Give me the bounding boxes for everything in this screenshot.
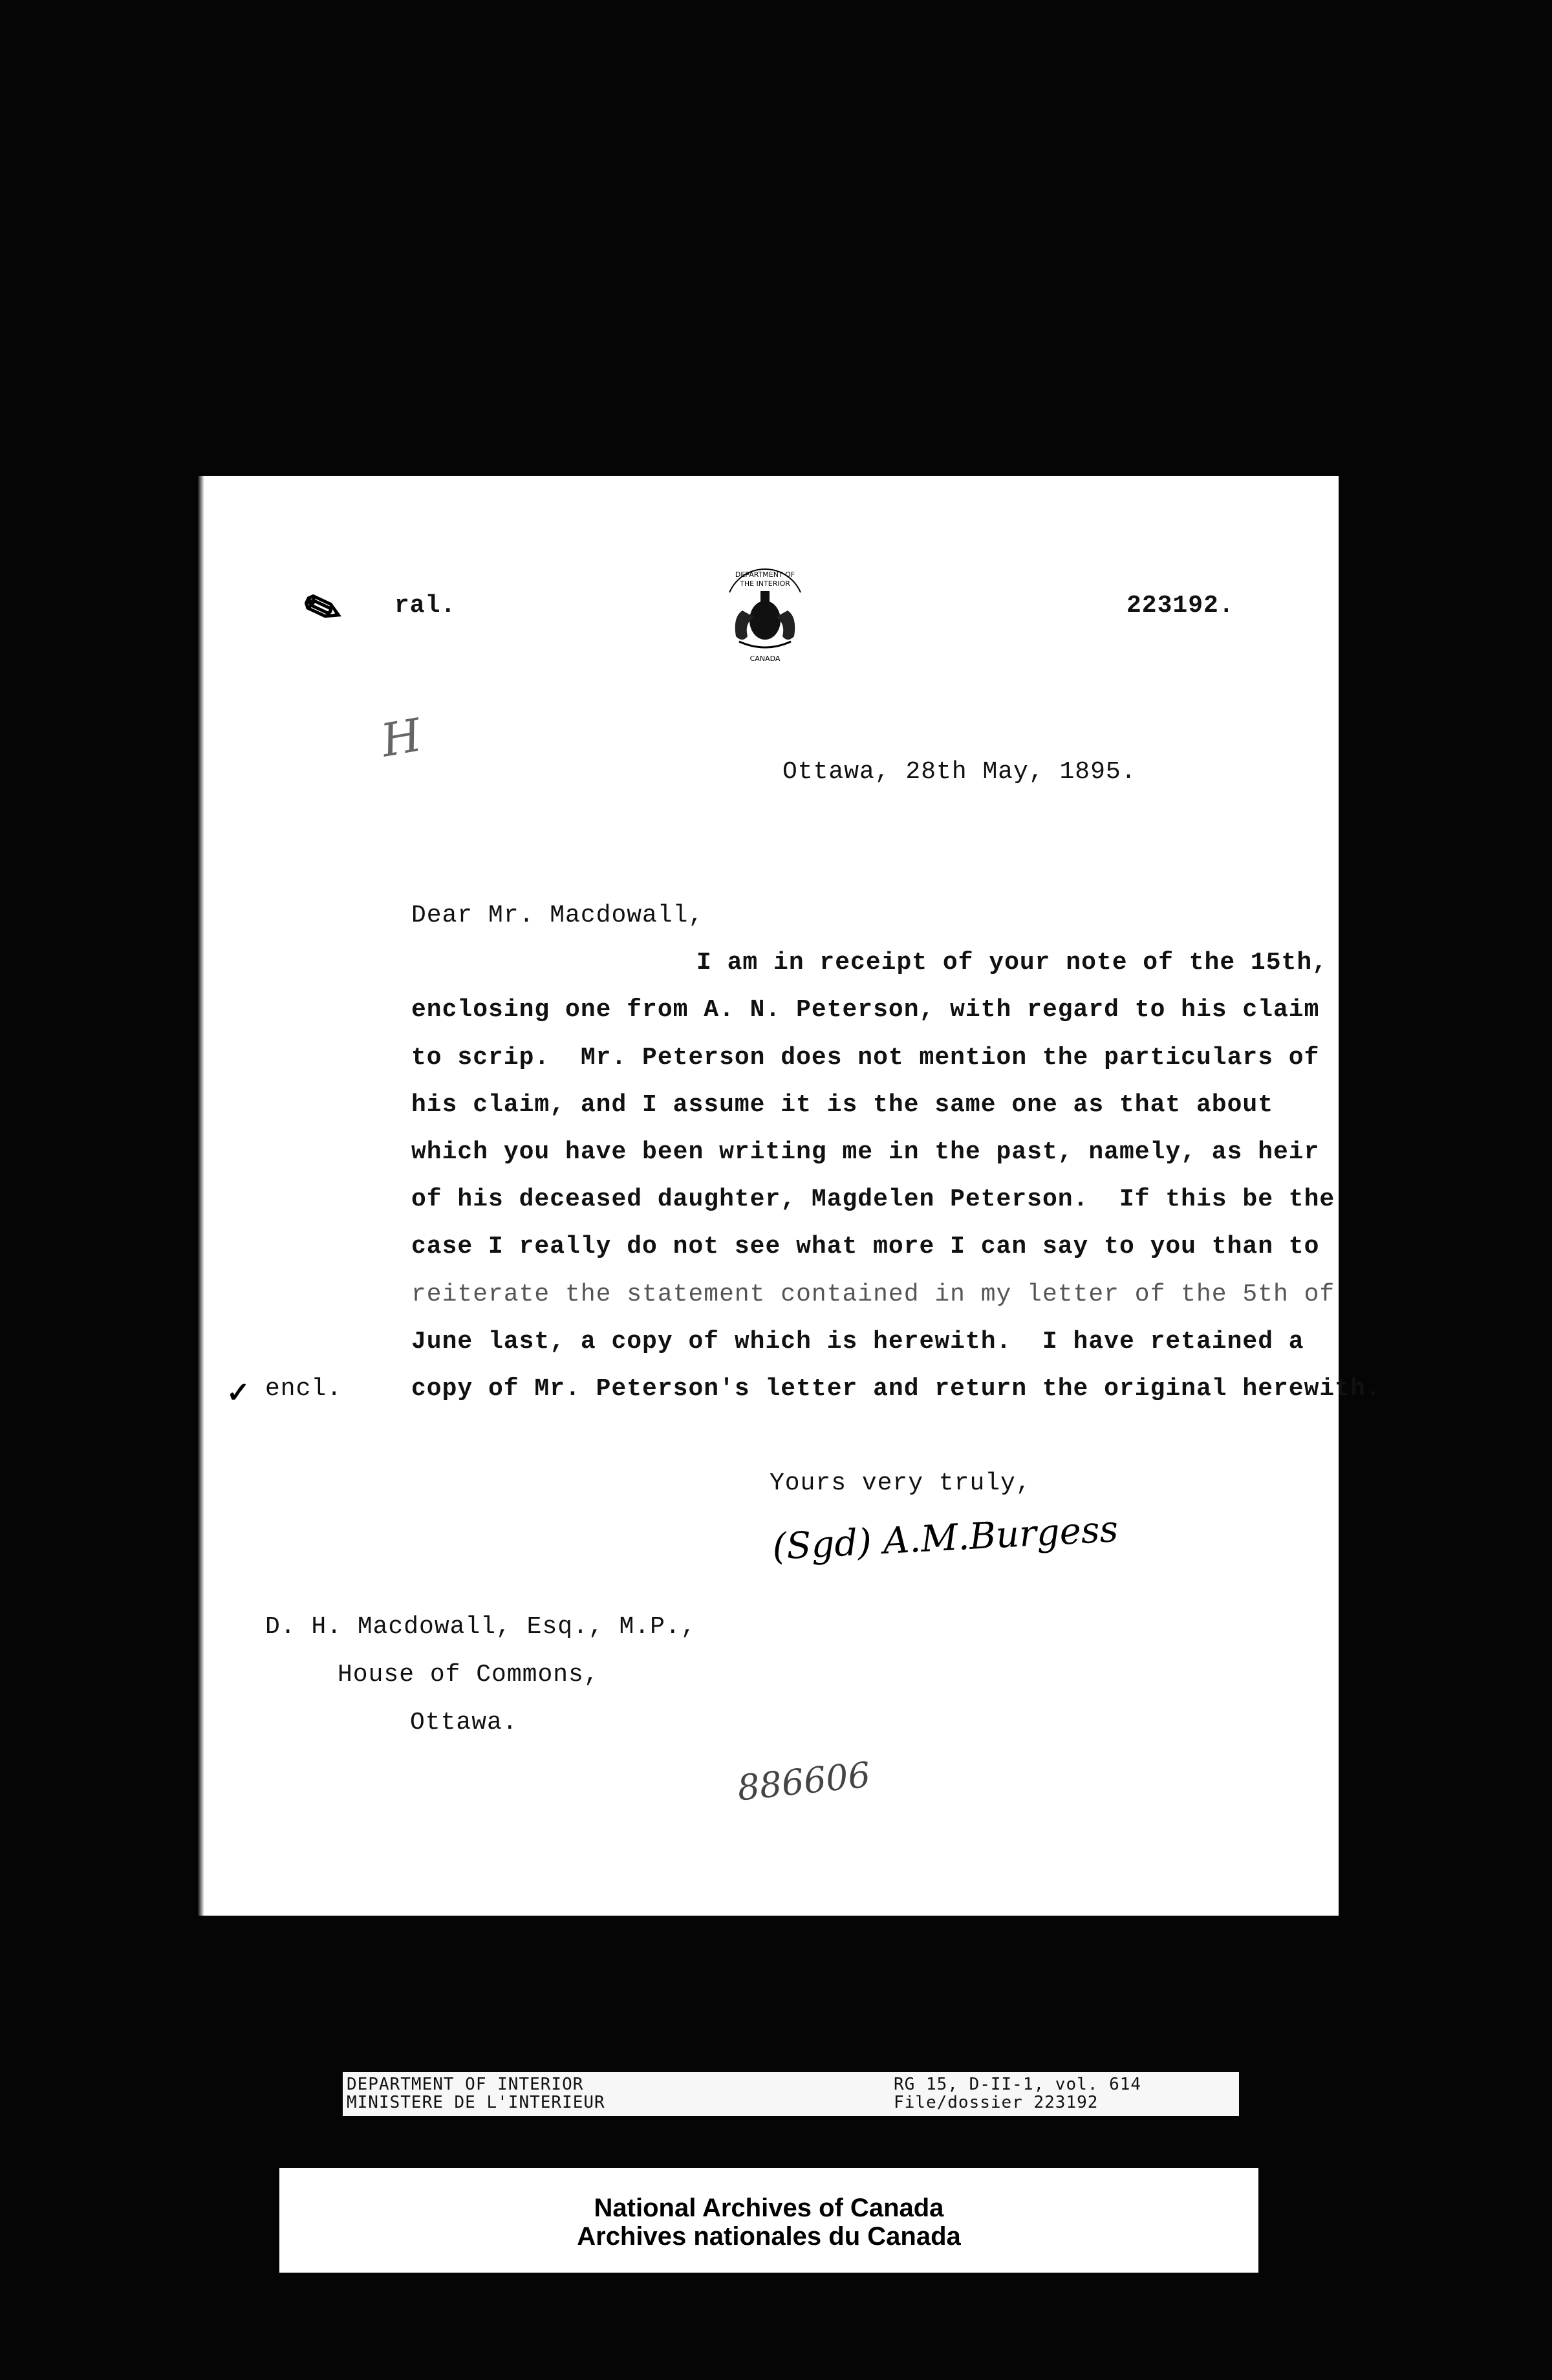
body-line-6: of his deceased daughter, Magdelen Peterson. If this be the	[411, 1185, 1335, 1213]
handwritten-initial: H	[377, 708, 426, 768]
addressee-line-1: D. H. Macdowall, Esq., M.P.,	[265, 1613, 696, 1641]
archives-banner	[279, 2168, 1258, 2273]
department-fr: MINISTERE DE L'INTERIEUR	[347, 2093, 605, 2112]
salutation: Dear Mr. Macdowall,	[411, 902, 704, 929]
signature: (Sgd) A.M.Burgess	[771, 1508, 1119, 1568]
file-dossier: File/dossier 223192	[894, 2093, 1099, 2112]
body-line-8: reiterate the statement contained in my letter of the 5th of	[411, 1281, 1335, 1308]
archives-name-en: National Archives of Canada	[594, 2194, 944, 2222]
archives-name-fr: Archives nationales du Canada	[577, 2222, 961, 2251]
body-line-10: copy of Mr. Peterson's letter and return the original herewith.	[411, 1375, 1381, 1403]
file-prefix: ral.	[394, 592, 457, 620]
stamp-reference: 886606	[735, 1754, 872, 1809]
archive-reference-label	[343, 2072, 1239, 2116]
enclosure-note: encl.	[265, 1375, 343, 1403]
svg-text:DEPARTMENT OF: DEPARTMENT OF	[735, 570, 795, 579]
check-mark-icon: ✓	[226, 1376, 250, 1409]
addressee-line-3: Ottawa.	[410, 1709, 518, 1736]
svg-text:CANADA: CANADA	[749, 654, 781, 663]
file-number: 223192.	[1126, 592, 1234, 620]
svg-text:THE INTERIOR: THE INTERIOR	[740, 579, 790, 588]
closing: Yours very truly,	[770, 1469, 1031, 1497]
body-line-4: his claim, and I assume it is the same one as that about	[411, 1091, 1274, 1119]
body-line-1: I am in receipt of your note of the 15th,	[696, 949, 1328, 977]
body-line-5: which you have been writing me in the past, namely, as heir	[411, 1138, 1320, 1166]
archive-stamp	[660, 1707, 892, 1824]
body-line-7: case I really do not see what more I can say to you than to	[411, 1233, 1320, 1260]
record-group: RG 15, D-II-1, vol. 614	[894, 2075, 1142, 2094]
department-crest-icon	[717, 559, 814, 669]
department-en: DEPARTMENT OF INTERIOR	[347, 2075, 584, 2094]
body-line-3: to scrip. Mr. Peterson does not mention the particulars of	[411, 1044, 1320, 1072]
margin-mark: ✎	[296, 577, 350, 641]
place-and-date: Ottawa, 28th May, 1895.	[782, 758, 1137, 786]
body-line-2: enclosing one from A. N. Peterson, with regard to his claim	[411, 996, 1320, 1024]
body-line-9: June last, a copy of which is herewith. I have retained a	[411, 1328, 1304, 1356]
addressee-line-2: House of Commons,	[338, 1661, 599, 1689]
